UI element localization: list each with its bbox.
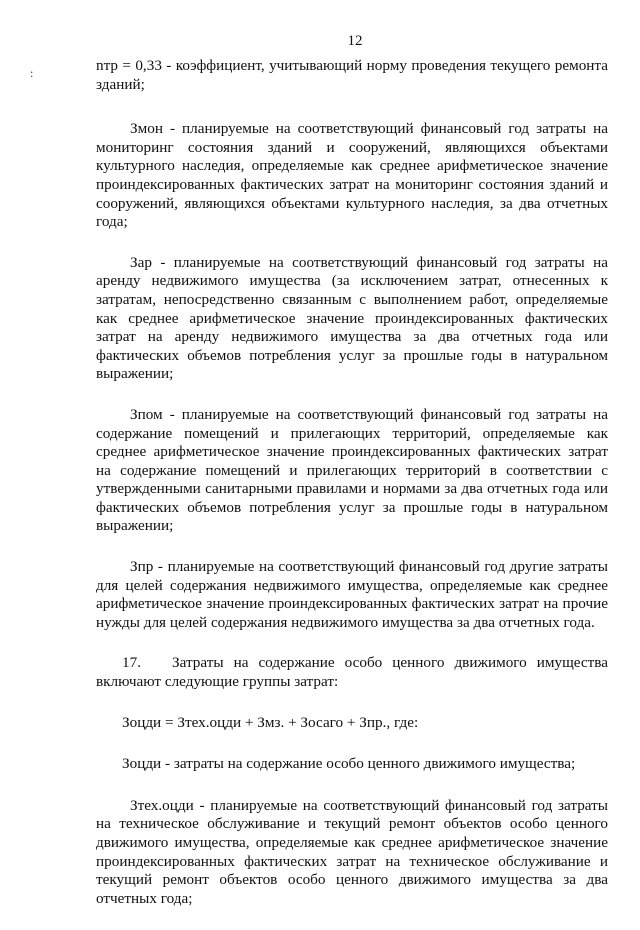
paragraph-zmon: Змон - планируемые на соответствующий финансовый год затраты на мониторинг состояния зданий и сооружений, являющихся объектами культурного наследия, определяемые как среднее арифметическое значение проиндексированных фактических затрат на мониторинг состояния зданий и сооружений, являющихся объектами культурного наследия, за два отчетных года; [96, 120, 608, 231]
definition-tech: Зтех.оцди - планируемые на соответствующий финансовый год затраты на техническое обслуживание и текущий ремонт объектов особо ценного движимого имущества, определяемые как среднее арифметическое значение проиндексированных фактических затрат на техническое обслуживание и текущий ремонт объектов особо ценного движимого имущества за два отчетных года; [96, 796, 608, 907]
page-number: 12 [347, 33, 363, 49]
paragraph-zpom: Зпом - планируемые на соответствующий финансовый год затраты на содержание помещений и прилегающих территорий, определяемые как среднее арифметическое значение проиндексированных фактических затрат на содержание помещений и прилегающих территорий в соответствии с утвержденными санитарными правилами и нормами за два отчетных года или фактических объемов потребления услуг за прошлые годы в натуральном выражении; [96, 405, 608, 535]
paragraph-zar: Зар - планируемые на соответствующий финансовый год затраты на аренду недвижимого имущества (за исключением затрат, отнесенных к затратам, непосредственно связанным с выполнением работ, определяемые как среднее арифметическое значение проиндексированных фактических затрат на аренду недвижимого имущества за два отчетных года или фактических объемов потребления услуг за прошлые годы в натуральном выражении; [96, 253, 608, 383]
paragraph-zpr: Зпр - планируемые на соответствующий финансовый год другие затраты для целей содержания недвижимого имущества, определяемые как среднее арифметическое значение проиндексированных фактических затрат на прочие нужды для целей содержания недвижимого имущества за два отчетных года. [96, 558, 608, 631]
formula: Зоцди = Зтех.оцди + Змз. + Зосаго + Зпр., где: [122, 713, 419, 731]
paragraph-ntr: nтр = 0,33 - коэффициент, учитывающий норму проведения текущего ремонта зданий; [96, 57, 608, 93]
definition-total: Зоцди - затраты на содержание особо ценного движимого имущества; [122, 755, 576, 773]
item-17 [96, 654, 608, 691]
item-17-number: 17. [122, 654, 141, 672]
item-17-text: Затраты на содержание особо ценного движимого имущества включают следующие группы затрат: [96, 654, 608, 691]
document-body [96, 57, 608, 930]
margin-mark: : [30, 66, 34, 80]
